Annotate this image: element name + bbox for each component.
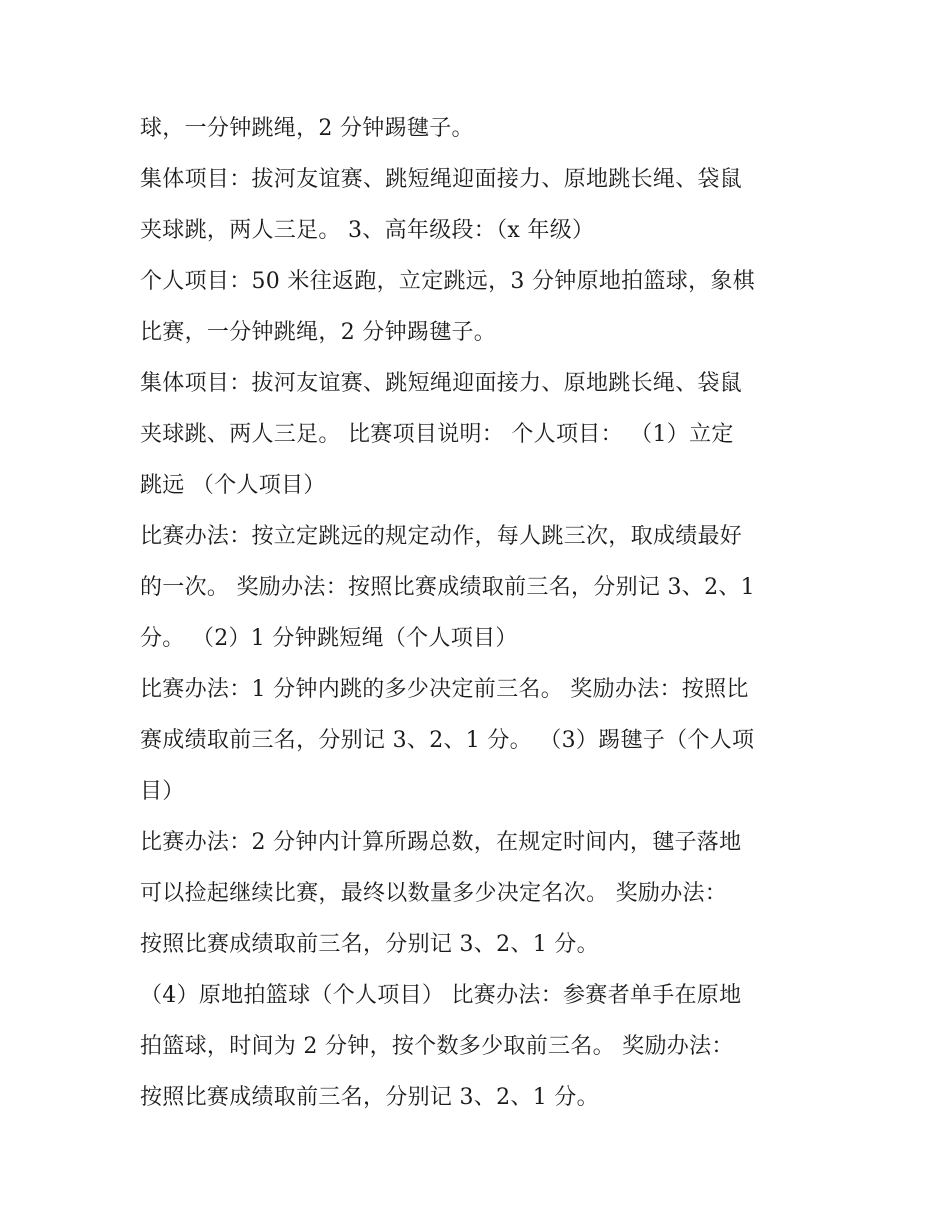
text-line: 的一次。 奖励办法：按照比赛成绩取前三名，分别记 3、2、1 <box>140 575 755 600</box>
text-line: 夹球跳、两人三足。 比赛项目说明： 个人项目： （1）立定 <box>140 422 734 447</box>
text-line: 球，一分钟跳绳，2 分钟踢毽子。 <box>140 116 474 141</box>
text-line: 集体项目：拔河友谊赛、跳短绳迎面接力、原地跳长绳、袋鼠 <box>140 371 743 396</box>
text-line: 拍篮球，时间为 2 分钟，按个数多少取前三名。 奖励办法： <box>140 1034 734 1059</box>
text-line: 目） <box>140 779 185 804</box>
text-line: 可以捡起继续比赛，最终以数量多少决定名次。 奖励办法： <box>140 881 728 906</box>
text-line: 按照比赛成绩取前三名，分别记 3、2、1 分。 <box>140 932 599 957</box>
text-line: 分。 （2）1 分钟跳短绳（个人项目） <box>140 626 518 651</box>
text-line: 个人项目：50 米往返跑，立定跳远，3 分钟原地拍篮球，象棋 <box>140 269 755 294</box>
document-body <box>140 108 820 1128</box>
text-line: 比赛，一分钟跳绳，2 分钟踢毽子。 <box>140 320 497 345</box>
text-line: 比赛办法：1 分钟内跳的多少决定前三名。 奖励办法：按照比 <box>140 677 749 702</box>
text-line: 按照比赛成绩取前三名，分别记 3、2、1 分。 <box>140 1085 599 1110</box>
text-line: 跳远 （个人项目） <box>140 473 326 498</box>
text-line: 夹球跳，两人三足。 3、高年级段：（x 年级） <box>140 218 595 243</box>
text-line: （4）原地拍篮球（个人项目） 比赛办法：参赛者单手在原地 <box>140 983 742 1008</box>
text-line: 比赛办法：按立定跳远的规定动作，每人跳三次，取成绩最好 <box>140 524 743 549</box>
text-line: 集体项目：拔河友谊赛、跳短绳迎面接力、原地跳长绳、袋鼠 <box>140 167 743 192</box>
text-line: 赛成绩取前三名，分别记 3、2、1 分。 （3）踢毽子（个人项 <box>140 728 755 753</box>
text-line: 比赛办法：2 分钟内计算所踢总数，在规定时间内，毽子落地 <box>140 830 742 855</box>
